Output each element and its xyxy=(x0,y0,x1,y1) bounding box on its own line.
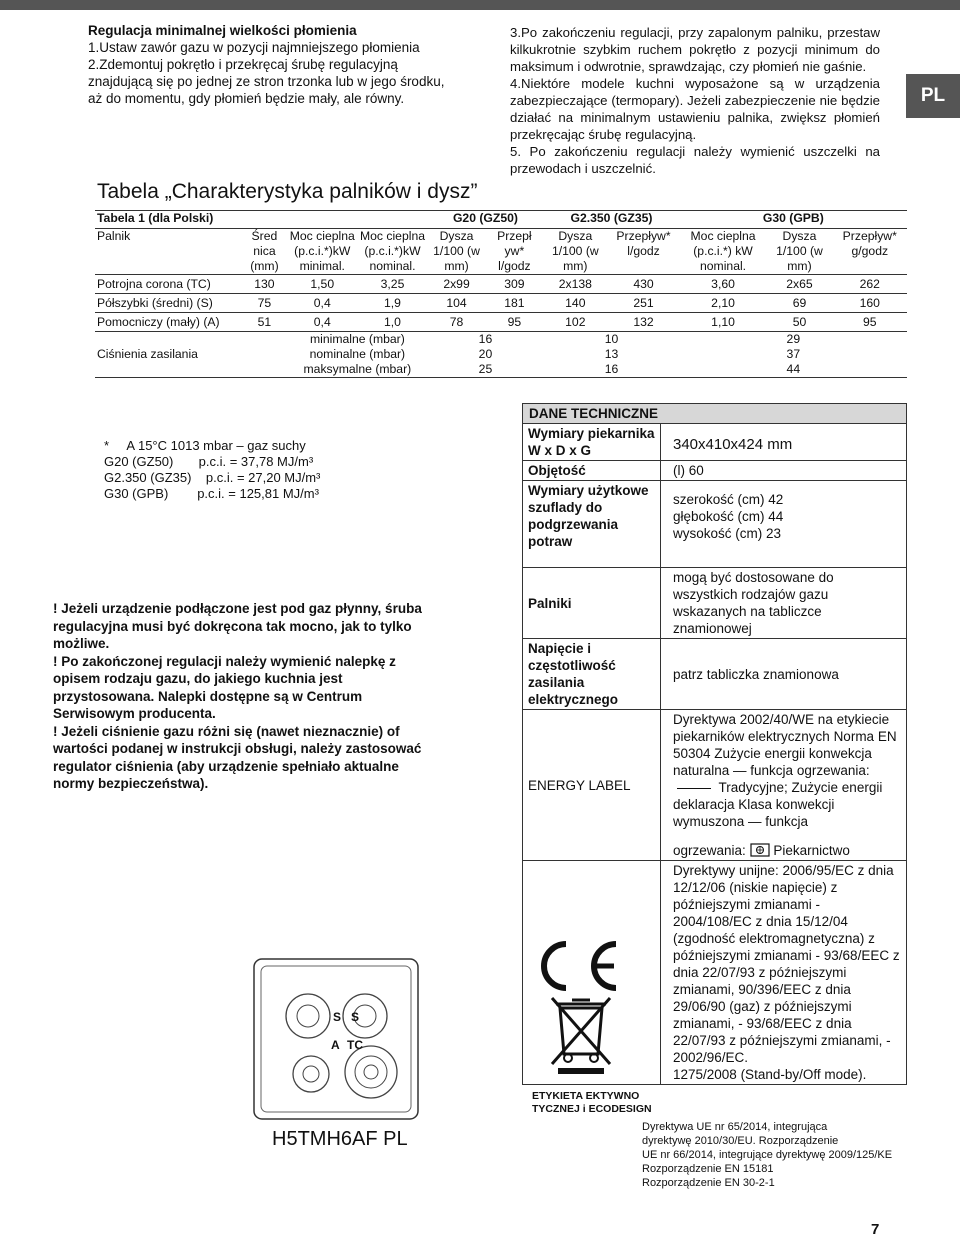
pressure-row xyxy=(95,332,907,348)
table-row xyxy=(95,275,907,294)
intro-step-1: 1.Ustaw zawór gazu w pozycji najmniejszego płomienia xyxy=(88,40,420,55)
tech-key: Objętość xyxy=(523,461,661,481)
cell: Potrojna corona (TC) xyxy=(95,275,242,294)
cell: 104 xyxy=(428,294,486,313)
step-5: 5. Po zakończeniu regulacji należy wymienić uszczelki na przewodach i uszczelnić. xyxy=(510,144,880,176)
cell: 262 xyxy=(833,275,907,294)
ecodesign-label-2: TYCZNEJ i ECODESIGN xyxy=(532,1103,652,1115)
cell: 1,50 xyxy=(287,275,357,294)
tech-value: mogą być dostosowane do wszystkich rodzajów gazu wskazanych na tabliczce znamionowej xyxy=(661,568,907,639)
cell: 430 xyxy=(607,275,679,294)
hob-diagram xyxy=(253,958,419,1120)
ecodesign-line: Rozporządzenie EN 30-2-1 xyxy=(642,1177,775,1189)
cell: 95 xyxy=(485,313,543,332)
cell: 50 xyxy=(766,313,832,332)
cell: 25 xyxy=(428,362,544,378)
table-row xyxy=(95,294,907,313)
warning-1: ! Jeżeli urządzenie podłączone jest pod gaz płynny, śruba regulacyjna musi być dokręcona tak mocno, jak to tylko możliwe. xyxy=(53,601,422,651)
cell: 102 xyxy=(543,313,607,332)
col-header: Moc cieplna (p.c.i.*)kW nominal. xyxy=(357,229,427,275)
intro-section xyxy=(88,22,460,107)
tech-key: Napięcie i częstotliwość zasilania elektrycznego xyxy=(523,639,661,710)
group-g20: G20 (GZ50) xyxy=(428,211,544,229)
warnings xyxy=(53,600,423,793)
cell: 2,10 xyxy=(680,294,767,313)
ecodesign-label-1: ETYKIETA EKTYWNO xyxy=(532,1090,640,1102)
footnote-line: G2.350 (GZ35) p.c.i. = 27,20 MJ/m³ xyxy=(104,470,321,485)
cell: 132 xyxy=(607,313,679,332)
cell: 78 xyxy=(428,313,486,332)
cell: 2x65 xyxy=(766,275,832,294)
cell: 0,4 xyxy=(287,313,357,332)
cell: 29 xyxy=(786,332,801,346)
drawer-height: wysokość (cm) 23 xyxy=(673,526,782,541)
ecodesign-label xyxy=(532,1090,652,1116)
intro-heading: Regulacja minimalnej wielkości płomienia xyxy=(88,23,357,38)
cell: 16 xyxy=(543,362,679,378)
cell: 51 xyxy=(242,313,287,332)
cell: 1,0 xyxy=(357,313,427,332)
col-header: Przepływ* l/godz xyxy=(607,229,679,275)
cell: 181 xyxy=(485,294,543,313)
col-header: Przepł yw* l/godz xyxy=(485,229,543,275)
drawer-width: szerokość (cm) 42 xyxy=(673,492,784,507)
tech-value xyxy=(661,861,907,1085)
cell: 2x138 xyxy=(543,275,607,294)
cell: 69 xyxy=(766,294,832,313)
top-bar xyxy=(0,0,960,10)
col-header: Dysza 1/100 (w mm) xyxy=(543,229,607,275)
ecodesign-text xyxy=(642,1120,892,1190)
footnote xyxy=(104,438,320,502)
ecodesign-line: dyrektywę 2010/30/EU. Rozporządzenie xyxy=(642,1135,839,1147)
cell: 1,9 xyxy=(357,294,427,313)
cell: 37 xyxy=(786,347,801,361)
cell: 10 xyxy=(604,332,619,346)
cell: 2x99 xyxy=(428,275,486,294)
col-header: Śred nica (mm) xyxy=(242,229,287,275)
cell: 309 xyxy=(485,275,543,294)
ecodesign-line: Dyrektywa UE nr 65/2014, integrująca xyxy=(642,1121,828,1133)
cell: 20 xyxy=(478,347,493,361)
fan-oven-icon xyxy=(750,843,770,857)
cell: 95 xyxy=(833,313,907,332)
pressure-nom-label: nominalne (mbar) xyxy=(309,347,406,361)
col-header: Przepływ* g/godz xyxy=(833,229,907,275)
cell: 140 xyxy=(543,294,607,313)
gas-table-caption: Tabela 1 (dla Polski) xyxy=(95,211,428,229)
footnote-line: * A 15°C 1013 mbar – gaz suchy xyxy=(104,438,306,453)
cell: 251 xyxy=(607,294,679,313)
ce-weee-icon xyxy=(528,936,638,1076)
cell: 16 xyxy=(478,332,493,346)
tech-title: DANE TECHNICZNE xyxy=(523,404,907,424)
energy-text-1: Dyrektywa 2002/40/WE na etykiecie piekarników elektrycznych Norma EN 50304 Zużycie energii konwekcja naturalna — funkcja ogrzewania: xyxy=(673,712,897,778)
col-header: Dysza 1/100 (w mm) xyxy=(428,229,486,275)
ecodesign-line: UE nr 66/2014, integrujące dyrektywę 2009/125/KE xyxy=(642,1149,893,1161)
cell: 3,60 xyxy=(680,275,767,294)
warning-3: ! Jeżeli ciśnienie gazu różni się (nawet nieznacznie) of wartości podanej w instrukcji obsługi, należy zastosować regulator ciśnienia (aby urządzenie spełniało aktualne normy bezpieczeństwa). xyxy=(53,723,422,791)
tech-value: 340x410x424 mm xyxy=(661,424,907,461)
cell: 160 xyxy=(833,294,907,313)
cell: 75 xyxy=(242,294,287,313)
table-row xyxy=(95,313,907,332)
drawer-depth: głębokość (cm) 44 xyxy=(673,509,784,524)
gas-table xyxy=(95,210,907,378)
cell: Pomocniczy (mały) (A) xyxy=(95,313,242,332)
burner-label: A xyxy=(331,1038,340,1052)
adjust-steps xyxy=(510,24,880,177)
page-number: 7 xyxy=(871,1221,880,1238)
footnote-line: G20 (GZ50) p.c.i. = 37,78 MJ/m³ xyxy=(104,454,314,469)
col-header: Dysza 1/100 (w mm) xyxy=(766,229,832,275)
cell: 13 xyxy=(604,347,619,361)
ce-text-2: 1275/2008 (Stand-by/Off mode). xyxy=(673,1067,867,1082)
tech-value xyxy=(661,481,907,568)
ecodesign-line: Rozporządzenie EN 15181 xyxy=(642,1163,774,1175)
pressure-label: Ciśnienia zasilania xyxy=(95,332,242,378)
ce-weee-cell xyxy=(523,861,661,1085)
tech-value: (l) 60 xyxy=(661,461,907,481)
tech-value: patrz tabliczka znamionowa xyxy=(661,639,907,710)
cell: Półszybki (średni) (S) xyxy=(95,294,242,313)
cell: 44 xyxy=(680,362,907,378)
burner-label: S xyxy=(351,1010,360,1024)
intro-step-2: 2.Zdemontuj pokrętło i przekręcaj śrubę regulacyjną znajdującą się po jednej ze stron trzonka lub w jego środku, aż do momentu, gdy płomień będzie mały, ale równy. xyxy=(88,57,445,106)
tech-value xyxy=(661,710,907,861)
language-tab: PL xyxy=(906,74,960,118)
burner-label: S xyxy=(333,1010,342,1024)
energy-text-3: ogrzewania: xyxy=(673,843,746,858)
pressure-min-label: minimalne (mbar) xyxy=(309,332,405,346)
group-g2350: G2.350 (GZ35) xyxy=(543,211,679,229)
model-name: H5TMH6AF PL xyxy=(272,1128,408,1150)
energy-text-2: Tradycyjne; Zużycie energii deklaracja Klasa konwekcji wymuszona — funkcja xyxy=(673,780,883,829)
tech-key: Wymiary użytkowe szuflady do podgrzewania potraw xyxy=(523,481,661,568)
energy-text-4: Piekarnictwo xyxy=(773,843,850,858)
cell: 130 xyxy=(242,275,287,294)
tech-key: Palniki xyxy=(523,568,661,639)
footnote-line: G30 (GPB) p.c.i. = 125,81 MJ/m³ xyxy=(104,486,319,501)
group-g30: G30 (GPB) xyxy=(680,211,907,229)
tech-key: Wymiary piekarnika W x D x G xyxy=(523,424,661,461)
table-title: Tabela „Charakterystyka palników i dysz” xyxy=(97,180,478,203)
step-3: 3.Po zakończeniu regulacji, przy zapalonym palniku, przestaw kilkukrotnie szybkim ruchem pokrętło z pozycji minimum do maksimum i odwrotnie, sprawdzając, czy płomień nie gaśnie. xyxy=(510,25,880,74)
step-4: 4.Niektóre modele kuchni wyposażone są w urządzenia zabezpieczające (termopary). Jeżeli zabezpieczenie nie będzie działać na minimalnym ustawieniu palnika, zwiększ płomień przekręcając śrubę regulacyjną. xyxy=(510,76,880,142)
warning-2: ! Po zakończonej regulacji należy wymienić nalepkę z opisem rodzaju gazu, do jakiego kuchnia jest przystosowana. Nalepki dostępne są w Centrum Serwisowym producenta. xyxy=(53,653,396,721)
cell: 3,25 xyxy=(357,275,427,294)
cell: 0,4 xyxy=(287,294,357,313)
divider xyxy=(677,788,711,789)
ce-text: Dyrektywy unijne: 2006/95/EC z dnia 12/12/06 (niskie napięcie) z późniejszymi zmianami - 2004/108/EC z dnia 15/12/04 (zgodność elektromagnetyczna) z późniejszymi zmianami - 93/68/EEC z dnia 22/07/93 z późniejszymi zmianami, 90/396/EEC z dnia 29/06/90 (gaz) z późniejszymi zmianami, - 93/68/EEC z dnia 22/07/93 z późniejszymi zmianami, - 2002/96/EC. xyxy=(673,863,900,1065)
tech-table xyxy=(522,403,907,1085)
burner-label: TC xyxy=(347,1038,363,1052)
tech-key: ENERGY LABEL xyxy=(523,710,661,861)
col-header: Palnik xyxy=(95,229,242,275)
pressure-max-label: maksymalne (mbar) xyxy=(287,362,427,378)
col-header: Moc cieplna (p.c.i.*)kW minimal. xyxy=(287,229,357,275)
col-header: Moc cieplna (p.c.i.*) kW nominal. xyxy=(680,229,767,275)
cell: 1,10 xyxy=(680,313,767,332)
